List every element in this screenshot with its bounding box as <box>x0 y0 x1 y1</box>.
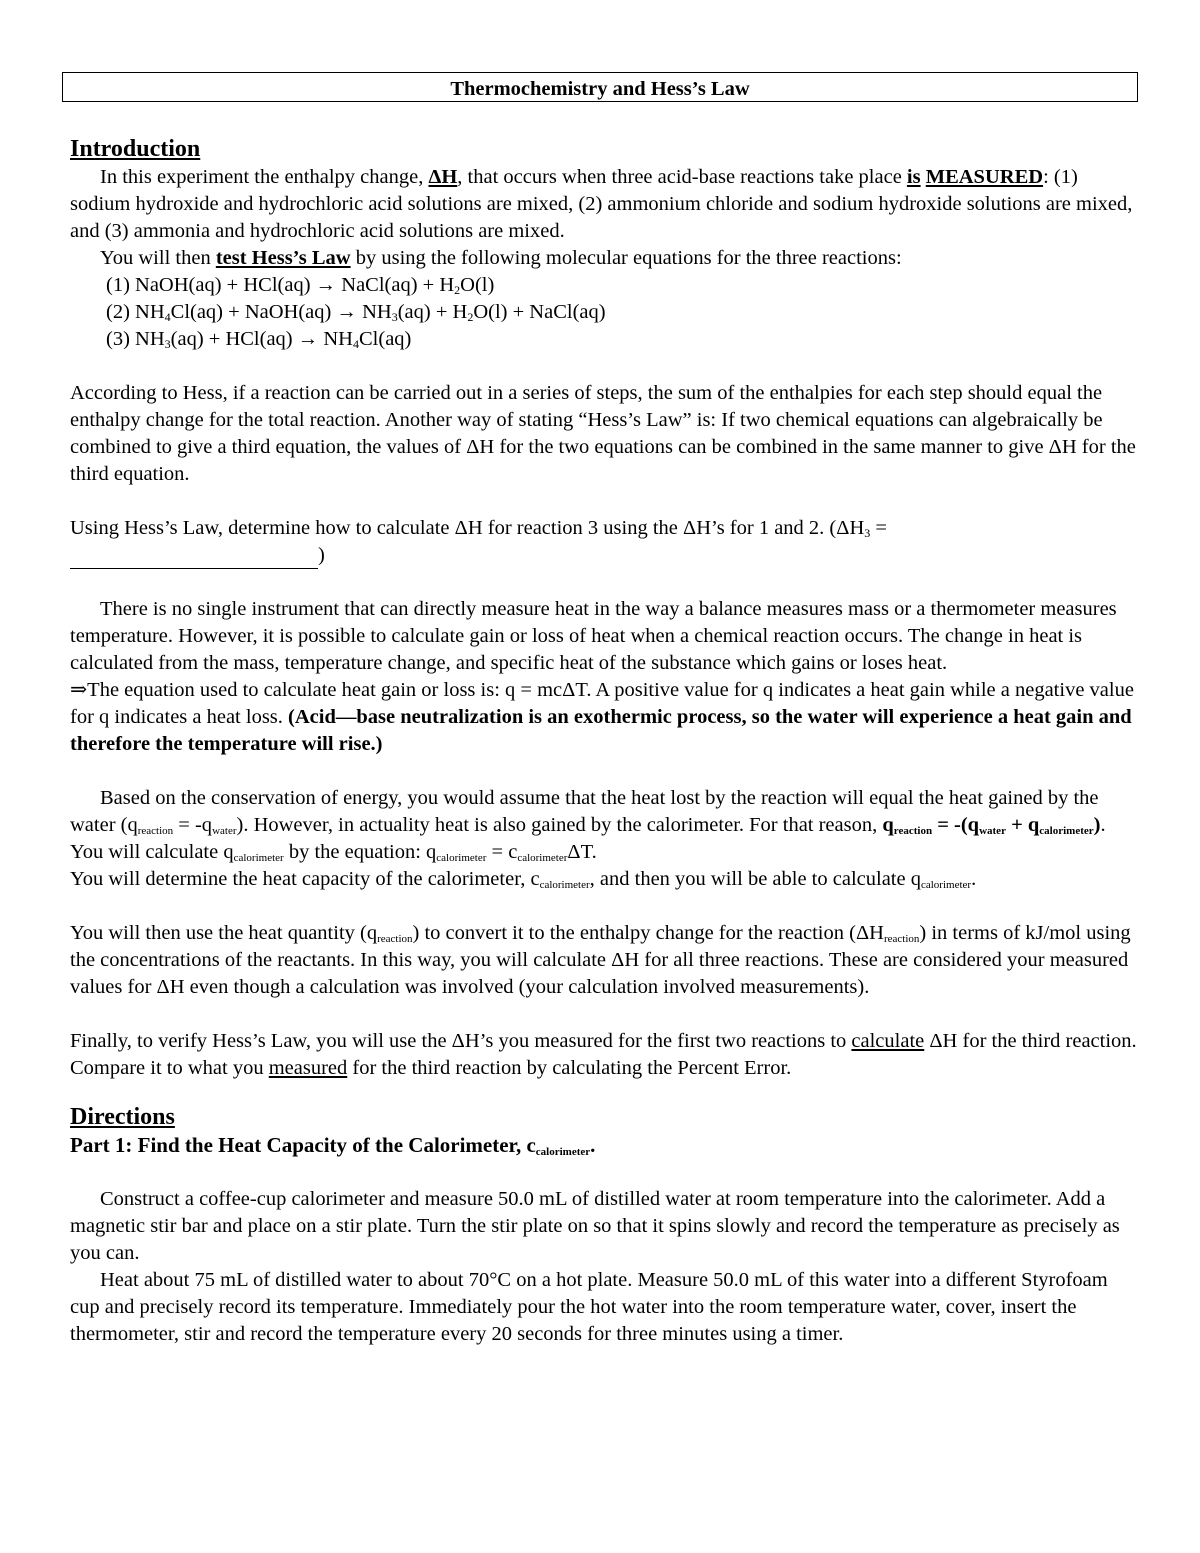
intro-paragraph-3: According to Hess, if a reaction can be carried out in a series of steps, the sum of the enthalpies for each step should equal the enthalpy change for the total reaction. Another way of stating “Hess’s Law” is: If two chemical equations can algebraically be combined to give a third equation, the values of ΔH for the two equations can be combined in the same manner to give ΔH for the third equation. <box>70 382 1136 485</box>
text: = -(q <box>932 814 980 836</box>
text: , and then you will be able to calculate q <box>589 868 921 890</box>
text: You will then <box>100 247 216 269</box>
subscript: reaction <box>893 825 933 837</box>
q-reaction-formula <box>882 814 1100 836</box>
calculate-text: calculate <box>851 1030 925 1052</box>
subscript: calorimeter <box>539 879 590 891</box>
text: = <box>870 517 887 539</box>
text: ) <box>318 544 325 566</box>
text: Using Hess’s Law, determine how to calculate ΔH for reaction 3 using the ΔH’s for 1 and 2. (ΔH <box>70 517 865 539</box>
subscript: 4 <box>164 310 171 324</box>
text: + q <box>1005 814 1040 836</box>
directions-heading: Directions <box>70 1104 175 1130</box>
spacer <box>70 353 1140 380</box>
text: by the equation: q <box>283 841 437 863</box>
text: by using the following molecular equations for the three reactions: <box>350 247 902 269</box>
equation-3 <box>70 326 1140 353</box>
text: for the third reaction by calculating the Percent Error. <box>347 1057 792 1079</box>
spacer <box>70 1082 1140 1102</box>
subscript: calorimeter <box>535 1146 591 1158</box>
equation-1 <box>70 272 1140 299</box>
spacer <box>70 569 1140 596</box>
subscript: calorimeter <box>436 852 487 864</box>
text: ). However, in actuality heat is also gained by the calorimeter. For that reason, <box>236 814 883 836</box>
subscript: reaction <box>377 933 413 945</box>
measured-text: measured <box>268 1057 348 1079</box>
intro-paragraph-7 <box>70 785 1140 866</box>
subscript: calorimeter <box>1039 825 1094 837</box>
text: ) <box>1093 814 1101 836</box>
text: . You will calculate q <box>70 814 1106 863</box>
subscript: reaction <box>883 933 920 945</box>
directions-paragraph-1: Construct a coffee-cup calorimeter and measure 50.0 mL of distilled water at room temperature into the calorimeter. Add a magnetic stir bar and place on a stir plate. Turn the stir plate on so that it spins slowly and record the temperature as precisely as you can. <box>70 1188 1120 1264</box>
subscript: 4 <box>353 337 359 351</box>
text: = -q <box>173 814 213 836</box>
intro-paragraph-9 <box>70 920 1140 1001</box>
intro-paragraph-2 <box>70 245 1140 272</box>
subscript: reaction <box>137 825 174 837</box>
spacer <box>70 488 1140 515</box>
document-body <box>70 134 1140 1348</box>
text: O(l) <box>460 274 495 296</box>
introduction-heading: Introduction <box>70 136 201 162</box>
text: ΔT. <box>567 841 597 863</box>
measured-text: MEASURED <box>925 166 1044 188</box>
directions-paragraph-2: Heat about 75 mL of distilled water to about 70°C on a hot plate. Measure 50.0 mL of this water into a different Styrofoam cup and precisely record its temperature. Immediately pour the hot water into the room temperature water, cover, insert the thermometer, stir and record the temperature every 20 seconds for three minutes using a timer. <box>70 1269 1108 1345</box>
test-hess-law-text: test Hess’s Law <box>215 247 351 269</box>
text: = c <box>486 841 518 863</box>
intro-paragraph-10 <box>70 1028 1140 1082</box>
text: . <box>971 868 977 890</box>
answer-blank[interactable] <box>70 550 318 569</box>
subscript: 3 <box>391 310 398 324</box>
text: You will determine the heat capacity of the calorimeter, c <box>70 868 540 890</box>
spacer <box>70 1159 1140 1186</box>
subscript: calorimeter <box>517 852 568 864</box>
text: , that occurs when three acid-base reactions take place <box>457 166 907 188</box>
text: Cl(aq) <box>359 328 412 350</box>
text: Finally, to verify Hess’s Law, you will use the ΔH’s you measured for the first two reactions to <box>70 1030 852 1052</box>
delta-h-text: ΔH <box>428 166 458 188</box>
intro-paragraph-6 <box>70 677 1140 758</box>
subscript: water <box>979 825 1006 837</box>
intro-paragraph-1 <box>70 164 1140 245</box>
text: (3) NH <box>106 328 165 350</box>
is-text: is <box>906 166 921 188</box>
subscript: 3 <box>164 337 171 351</box>
text: Part 1: Find the Heat Capacity of the Calorimeter, c <box>70 1133 536 1157</box>
text: ) to convert it to the enthalpy change for the reaction (ΔH <box>412 922 884 944</box>
text: : (1) sodium hydroxide and hydrochloric acid solutions are mixed, (2) ammonium chloride and sodium hydroxide solutions are mixed, and (3) ammonia and hydrochloric acid solutions are mixed. <box>70 166 1133 242</box>
text: ) in terms of kJ/mol using the concentrations of the reactants. In this way, you will calculate ΔH for all three reactions. These are considered your measured values for ΔH even though a calculation was involved (your calculation involved measurements). <box>70 922 1131 998</box>
text: . <box>590 1133 596 1157</box>
subscript: water <box>212 825 237 837</box>
text: (aq) + H <box>397 301 468 323</box>
subscript: calorimeter <box>233 852 284 864</box>
text: Cl(aq) + NaOH(aq) → NH <box>170 301 392 323</box>
spacer <box>70 893 1140 920</box>
spacer <box>70 1001 1140 1028</box>
subscript: 2 <box>454 283 461 297</box>
subscript: 3 <box>864 526 871 540</box>
intro-paragraph-4 <box>70 515 1140 569</box>
text: In this experiment the enthalpy change, <box>100 166 429 188</box>
text: (2) NH <box>106 301 165 323</box>
text: Based on the conservation of energy, you would assume that the heat lost by the reaction will equal the heat gained by the water (q <box>70 787 1099 836</box>
part-1-heading <box>70 1132 1140 1159</box>
subscript: 2 <box>467 310 474 324</box>
intro-paragraph-8 <box>70 866 1140 893</box>
intro-paragraph-5: There is no single instrument that can directly measure heat in the way a balance measures mass or a thermometer measures temperature. However, it is possible to calculate gain or loss of heat when a chemical reaction occurs. The change in heat is calculated from the mass, temperature change, and specific heat of the substance which gains or loses heat. <box>70 598 1117 674</box>
text: ΔH for the third reaction. Compare it to what you <box>70 1030 1137 1079</box>
document-title: Thermochemistry and Hess’s Law <box>62 72 1138 102</box>
text: You will then use the heat quantity (q <box>70 922 378 944</box>
exothermic-note: (Acid—base neutralization is an exothermic process, so the water will experience a heat gain and therefore the temperature will rise.) <box>70 706 1132 755</box>
subscript: calorimeter <box>920 879 972 891</box>
equation-2 <box>70 299 1140 326</box>
text: ⇒The equation used to calculate heat gain or loss is: q = mcΔT. A positive value for q indicates a heat gain while a negative value for q indicates a heat loss. <box>70 679 1134 728</box>
text: (aq) + HCl(aq) → NH <box>170 328 353 350</box>
text: (1) NaOH(aq) + HCl(aq) → NaCl(aq) + H <box>106 274 455 296</box>
spacer <box>70 758 1140 785</box>
text: O(l) + NaCl(aq) <box>473 301 606 323</box>
text: q <box>882 814 894 836</box>
